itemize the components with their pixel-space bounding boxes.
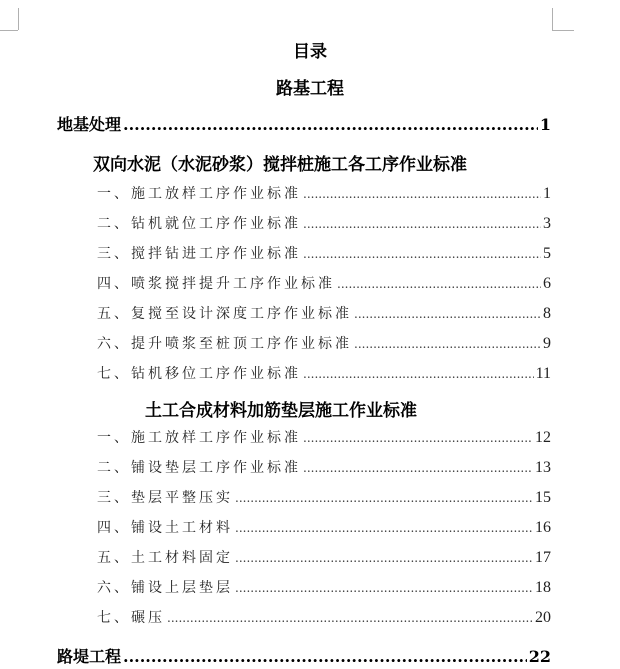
toc-entry-page: 17 (535, 549, 551, 566)
toc-entry-page: 15 (535, 489, 551, 506)
dot-leader (235, 491, 533, 505)
toc-entry[interactable] (97, 303, 551, 325)
dot-leader (354, 307, 541, 321)
toc-entry[interactable] (97, 517, 551, 539)
toc-entry-page: 1 (543, 185, 551, 202)
toc-entry-page: 9 (543, 335, 551, 352)
toc-entry-page: 12 (535, 429, 551, 446)
toc-entry-page: 5 (543, 245, 551, 262)
toc-entry[interactable] (97, 607, 551, 629)
dot-leader (337, 277, 541, 291)
toc-entry-label: 路堤工程 (57, 647, 122, 666)
page-corner-mark-left (0, 30, 18, 31)
dot-leader (303, 217, 541, 231)
group-heading-geosynthetic: 土工合成材料加筋垫层施工作业标准 (145, 401, 417, 421)
dot-leader (123, 115, 538, 134)
toc-title: 目录 (293, 42, 327, 62)
toc-entry-page: 1 (539, 115, 551, 134)
toc-entry[interactable] (97, 273, 551, 295)
toc-entry[interactable] (97, 363, 551, 385)
group-heading-mixing-pile: 双向水泥（水泥砂浆）搅拌桩施工各工序作业标准 (93, 155, 467, 175)
dot-leader (235, 521, 533, 535)
toc-entry-label: 二、钻机就位工序作业标准 (97, 216, 301, 232)
toc-entry-page: 13 (535, 459, 551, 476)
toc-entry-label: 一、施工放样工序作业标准 (97, 430, 301, 446)
toc-entry-label: 五、复搅至设计深度工序作业标准 (97, 306, 352, 322)
page-corner-mark-right-vertical (552, 8, 553, 30)
toc-entry-page: 20 (535, 609, 551, 626)
toc-entry-foundation[interactable] (57, 112, 551, 134)
toc-entry[interactable] (97, 577, 551, 599)
toc-entry[interactable] (97, 547, 551, 569)
page-corner-mark-right (552, 30, 574, 31)
toc-entry-embankment[interactable] (57, 644, 551, 666)
toc-entry-label: 三、搅拌钻进工序作业标准 (97, 246, 301, 262)
page-corner-mark-left-vertical (18, 8, 19, 30)
toc-entry-page: 3 (543, 215, 551, 232)
toc-entry-label: 七、钻机移位工序作业标准 (97, 366, 301, 382)
toc-entry-label: 六、提升喷浆至桩顶工序作业标准 (97, 336, 352, 352)
toc-entry-label: 四、喷浆搅拌提升工序作业标准 (97, 276, 335, 292)
toc-entry-label: 六、铺设上层垫层 (97, 580, 233, 596)
toc-entry-label: 七、碾压 (97, 610, 165, 626)
dot-leader (303, 367, 534, 381)
section-title: 路基工程 (276, 79, 344, 99)
dot-leader (235, 551, 533, 565)
toc-entry-label: 三、垫层平整压实 (97, 490, 233, 506)
dot-leader (303, 431, 533, 445)
toc-entry[interactable] (97, 213, 551, 235)
toc-entry-page: 22 (528, 647, 551, 666)
dot-leader (354, 337, 541, 351)
toc-entry[interactable] (97, 457, 551, 479)
toc-entry-label: 五、土工材料固定 (97, 550, 233, 566)
dot-leader (303, 187, 541, 201)
toc-entry[interactable] (97, 427, 551, 449)
toc-entry-label: 二、铺设垫层工序作业标准 (97, 460, 301, 476)
dot-leader (235, 581, 533, 595)
toc-entry-page: 16 (535, 519, 551, 536)
dot-leader (167, 611, 533, 625)
dot-leader (123, 647, 527, 666)
dot-leader (303, 461, 533, 475)
toc-entry-label: 地基处理 (57, 115, 122, 134)
toc-entry[interactable] (97, 333, 551, 355)
toc-entry-label: 一、施工放样工序作业标准 (97, 186, 301, 202)
toc-entry[interactable] (97, 243, 551, 265)
toc-entry-label: 四、铺设土工材料 (97, 520, 233, 536)
toc-entry[interactable] (97, 183, 551, 205)
toc-entry[interactable] (97, 487, 551, 509)
toc-entry-page: 11 (535, 365, 551, 382)
toc-entry-page: 6 (543, 275, 551, 292)
toc-entry-page: 8 (543, 305, 551, 322)
dot-leader (303, 247, 541, 261)
toc-entry-page: 18 (535, 579, 551, 596)
